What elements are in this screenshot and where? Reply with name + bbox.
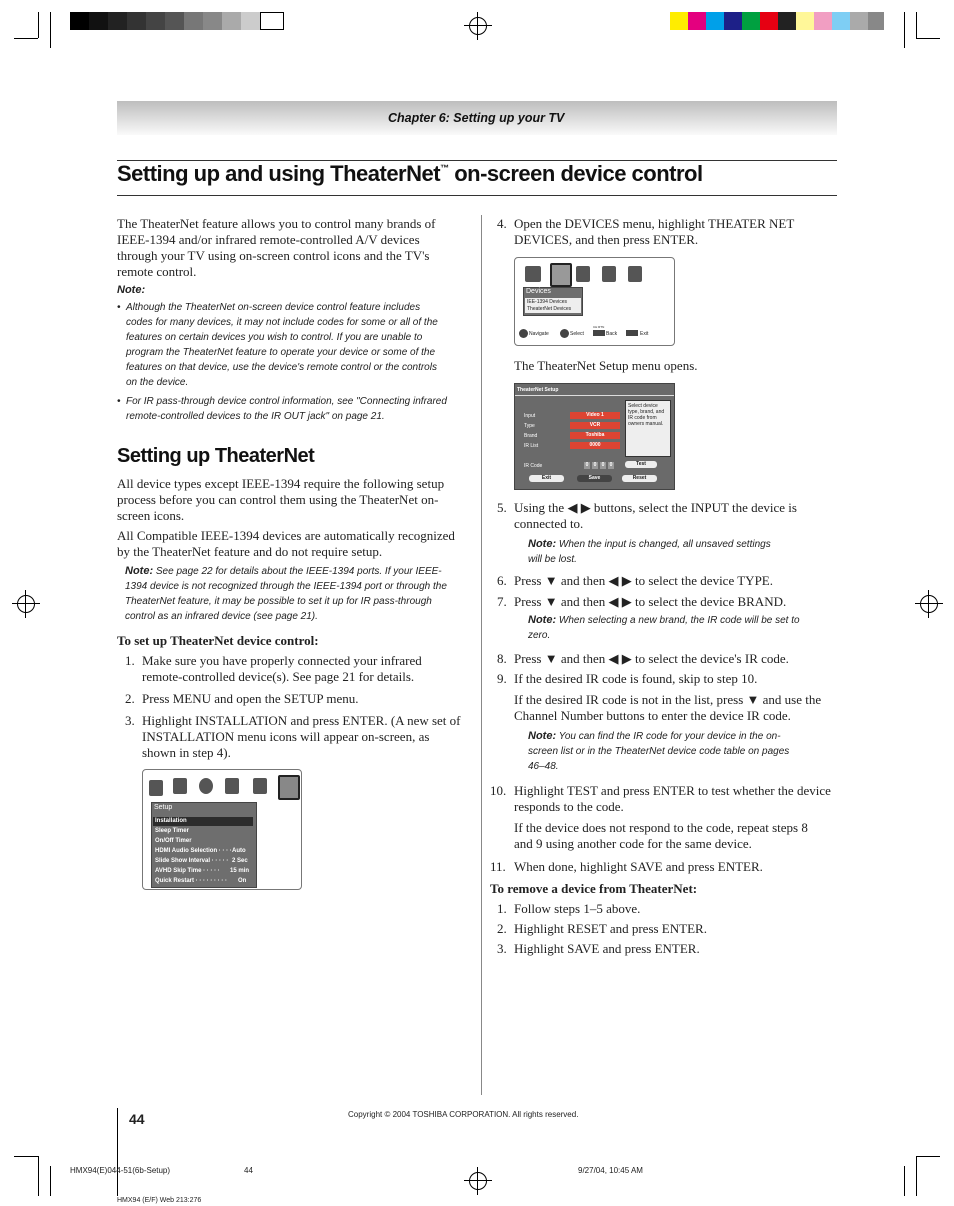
antenna-icon xyxy=(525,266,541,282)
note-label: Note: xyxy=(117,284,146,296)
chapter-header xyxy=(117,101,837,135)
exit-icon xyxy=(626,330,638,336)
step-10-detail: If the device does not respond to the code, repeat steps 8 and 9 using another code for the same device. xyxy=(514,820,808,851)
menu-item-onoff-timer: On/Off Timer xyxy=(155,838,192,844)
menu-item-sleep-timer: Sleep Timer xyxy=(155,828,189,834)
nav-back: Back xyxy=(606,331,618,337)
tn-help-text: Select device type, brand, and IR code from owners manual. xyxy=(628,403,665,427)
menu-value: On xyxy=(238,878,247,884)
back-icon xyxy=(593,330,605,336)
menu-item-iee1394: IEE-1394 Devices xyxy=(527,299,568,305)
test-button[interactable]: Test xyxy=(625,461,657,468)
step-1: 1. Make sure you have properly connected your infrared remote-controlled device(s). See page 21 for details. xyxy=(125,653,422,684)
remove-heading: To remove a device from TheaterNet: xyxy=(490,881,698,896)
registration-mark-top xyxy=(469,17,487,35)
setup-paragraph-2: All Compatible IEEE-1394 devices are automatically recognized by the TheaterNet feature and do not require setup. xyxy=(117,528,455,559)
menu-item-avhd-skip: AVHD Skip Time · · · · · xyxy=(155,868,220,874)
step-7: 7. Press ▼ and then ◀ ▶ to select the device BRAND. xyxy=(497,594,787,609)
slug: HMX94 (E/F) Web 213:276 xyxy=(117,1197,202,1204)
registration-mark-bottom xyxy=(469,1172,487,1190)
exit-button[interactable]: Exit xyxy=(529,475,564,482)
page-number: 44 xyxy=(129,1111,145,1127)
note-list: • Although the TheaterNet on-screen device control feature includes codes for many devices, it may not include codes for some or all of the features on certain devices you wish to control. If you are unable to program the TheaterNet feature to operate your device or some of the features on that device, use the device's remote control or the controls on the device. • For IR pass-through device control information, see "Connecting infrared remote-controlled devices to the IR OUT jack" on page 21. xyxy=(117,302,447,422)
ir-code-digit[interactable]: 0 xyxy=(593,462,597,468)
ir-code-digit[interactable]: 0 xyxy=(585,462,589,468)
tn-label-brand: Brand xyxy=(524,433,538,439)
setup-opens-text: The TheaterNet Setup menu opens. xyxy=(514,358,698,373)
chapter-title: Chapter 6: Setting up your TV xyxy=(388,111,565,125)
note-item: Although the TheaterNet on-screen device control feature includes codes for many devices, it may not include codes for some or all of the features on certain devices you wish to control. If you are unable to program the TheaterNet feature to operate your device or some of the features on that device, use the device's remote control or the controls on the device. xyxy=(126,302,438,388)
nav-exit: Exit xyxy=(640,331,649,337)
lock-icon xyxy=(628,266,642,282)
setup-menu-title: Setup xyxy=(154,804,173,811)
tn-help-box xyxy=(625,400,671,457)
setup-steps xyxy=(125,653,465,761)
step-9-detail: If the desired IR code is not in the list, press ▼ and use the Channel Number buttons to enter the device IR code. xyxy=(514,692,822,723)
mic-icon xyxy=(199,778,213,794)
section-heading: Setting up TheaterNet xyxy=(117,445,315,467)
remove-steps xyxy=(497,901,827,957)
file-name: HMX94(E)044-51(6b-Setup) xyxy=(70,1166,171,1175)
tn-label-ircode: IR Code xyxy=(524,463,543,469)
note-step-9: Note: You can find the IR code for your device in the on-screen list or in the TheaterNet device code table on pages 46–48. xyxy=(528,730,790,772)
nav-select: Select xyxy=(570,331,584,337)
devices-menu-box xyxy=(523,287,583,316)
file-page: 44 xyxy=(244,1166,253,1175)
film-icon xyxy=(576,266,590,282)
lock-icon xyxy=(253,778,267,794)
subheading-setup: To set up TheaterNet device control: xyxy=(117,633,319,648)
note-step-7: Note: When selecting a new brand, the IR code will be set to zero. xyxy=(528,614,800,641)
tn-irlist-value[interactable]: 0000 xyxy=(570,442,620,449)
setup-menu-box xyxy=(151,802,257,888)
setup-icon xyxy=(278,775,300,800)
devices-menu-screen xyxy=(514,257,675,346)
menu-item-hdmi-audio: HDMI Audio Selection · · · · xyxy=(155,848,232,854)
registration-mark-right xyxy=(920,595,938,613)
menu-value: Auto xyxy=(232,848,246,854)
theaternet-setup-screen xyxy=(514,383,675,490)
step-10: 10. Highlight TEST and press ENTER to test whether the device responds to the code. xyxy=(490,783,831,814)
reset-button[interactable]: Reset xyxy=(622,475,657,482)
step-5: 5. Using the ◀ ▶ buttons, select the INPUT the device is connected to. xyxy=(497,500,797,531)
menu-value: 15 min xyxy=(230,868,250,874)
antenna-icon xyxy=(149,780,163,796)
devices-icon xyxy=(225,778,239,794)
step-8: 8. Press ▼ and then ◀ ▶ to select the device's IR code. xyxy=(497,651,789,666)
remove-step-1: 1. Follow steps 1–5 above. xyxy=(497,901,641,916)
tn-label-type: Type xyxy=(524,423,535,429)
step-6: 6. Press ▼ and then ◀ ▶ to select the device TYPE. xyxy=(497,573,773,588)
nav-navigate: Navigate xyxy=(529,331,549,337)
registration-mark-left xyxy=(17,595,35,613)
step-4: 4. Open the DEVICES menu, highlight THEATER NET DEVICES, and then press ENTER. xyxy=(497,216,795,247)
menu-item-slide-show: Slide Show Interval · · · · · xyxy=(155,858,229,864)
note-ieee: Note: See page 22 for details about the IEEE-1394 ports. If your IEEE-1394 device is not recognized through the IEEE-1394 port or through the TheaterNet feature, it may be possible to set it up for IR pass-through control as an infrared device (see page 21). xyxy=(125,565,447,622)
setup-paragraph-1: All device types except IEEE-1394 require the following setup process before you can control them using the TheaterNet on-screen icons. xyxy=(117,476,445,523)
step-2: 2. Press MENU and open the SETUP menu. xyxy=(125,691,359,706)
note-item: For IR pass-through device control information, see "Connecting infrared remote-controlled devices to the IR OUT jack" on page 21. xyxy=(126,396,447,422)
step-3: 3. Highlight INSTALLATION and press ENTER. (A new set of INSTALLATION menu icons will appear on-screen, as shown in step 4). xyxy=(125,713,461,760)
step-9: 9. If the desired IR code is found, skip to step 10. xyxy=(497,671,758,686)
menu-value: 2 Sec xyxy=(232,858,248,864)
select-icon xyxy=(560,329,569,338)
footer-rule xyxy=(117,1108,118,1196)
speaker-icon xyxy=(602,266,616,282)
intro-paragraph: The TheaterNet feature allows you to control many brands of IEEE-1394 and/or infrared remote-controlled A/V devices through your TV using on-screen control icons and the TV's remote control. xyxy=(117,216,436,279)
remove-step-3: 3. Highlight SAVE and press ENTER. xyxy=(497,941,700,956)
copyright: Copyright © 2004 TOSHIBA CORPORATION. All rights reserved. xyxy=(348,1110,579,1119)
devices-menu-title: Devices xyxy=(526,288,551,295)
tn-input-value[interactable]: Video 1 xyxy=(570,412,620,419)
menu-item-theaternet: TheaterNet Devices xyxy=(527,306,572,312)
setup-menu-screen xyxy=(142,769,302,890)
save-button[interactable]: Save xyxy=(577,475,612,482)
tn-brand-value[interactable]: Toshiba xyxy=(570,432,620,439)
menu-item-installation: Installation xyxy=(155,818,187,824)
menu-item-quick-restart: Quick Restart · · · · · · · · · xyxy=(155,878,227,884)
nav-ch-rtn: CH RTN xyxy=(593,325,605,329)
film-icon xyxy=(173,778,187,794)
remove-step-2: 2. Highlight RESET and press ENTER. xyxy=(497,921,707,936)
ir-code-digit[interactable]: 0 xyxy=(609,462,613,468)
tn-label-irlist: IR List xyxy=(524,443,539,449)
tn-type-value[interactable]: VCR xyxy=(570,422,620,429)
file-date: 9/27/04, 10:45 AM xyxy=(578,1166,643,1175)
ir-code-digit[interactable]: 0 xyxy=(601,462,605,468)
step-11: 11. When done, highlight SAVE and press ENTER. xyxy=(490,859,763,874)
note-step-5: Note: When the input is changed, all unsaved settings will be lost. xyxy=(528,538,771,565)
steps-5-11 xyxy=(490,500,832,875)
tn-setup-title: TheaterNet Setup xyxy=(517,387,559,393)
tn-label-input: Input xyxy=(524,413,536,419)
column-divider xyxy=(481,215,482,1095)
page-title: Setting up and using TheaterNet™ on-screen device control xyxy=(117,161,703,186)
navigate-icon xyxy=(519,329,528,338)
title-rule-bottom xyxy=(117,195,837,196)
devices-icon xyxy=(550,263,572,287)
